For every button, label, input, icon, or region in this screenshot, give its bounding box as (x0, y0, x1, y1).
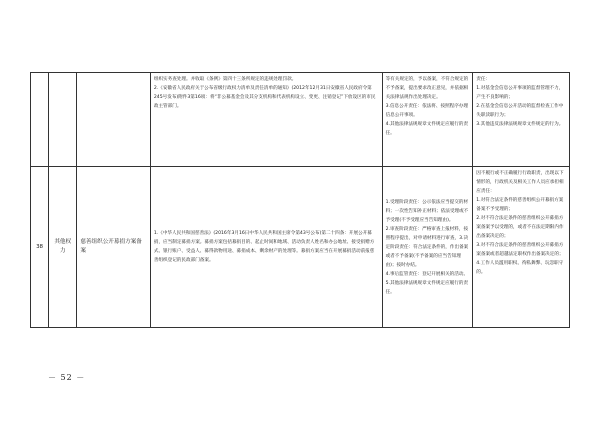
page-number: － 52 － (48, 373, 86, 382)
responsibility-table (30, 72, 570, 328)
accountability-paragraph: 1.对基金会信息公开事项的监督管理不力，产生不良影响的； (476, 86, 564, 100)
accountability-paragraph: 1.对符合法定条件的慈善组织公开募捐方案备案不予受理的； (476, 198, 564, 213)
legal-basis-paragraph: 2.《安徽省人民政府关于公布省级行政权力清单及责任清单的通知》(2012年12月31日安徽省人民政府令第245号发布)附件3第16项：将“非公募基金会及其分支机构和代表机构设立、变更、注销登记”下放设区的市民政主管部门。 (153, 86, 376, 109)
duty-items-cell: 1.受理阶段责任：公示依法应当提交的材料；一次性告知补正材料；依法受理或不予受理(不予受理应当告知理由)。 2.审查阶段责任：严格审查上报材料，按照程序提出，对申请材料进行审查，3.决定阶段责任：符合法定条件的，作出备案或者不予备案(不予备案的应当告知理由)；按时办结。 4.事后监管责任：登记开展相关的活动。 5.其他法律法规规章文件规定应履行的责任。 (382, 167, 473, 328)
item-name-cell (77, 73, 151, 167)
category-cell (49, 73, 77, 167)
row-index-cell (31, 73, 49, 167)
table-row (31, 167, 570, 328)
legal-basis-paragraph: 组织实务查处理。并收取《条例》第四十三条所规定的违规处理罚款。 (153, 77, 297, 82)
legal-basis-paragraph: 1.《中华人民共和国慈善法》(2016年3月16日中华人民共和国主席令第43号公布)第二十四条：开展公开募捐，应当制定募捐方案。募捐方案包括募捐目的、起止时间和地域、活动负责人姓名和办公地址、接受捐赠方式、银行账户、受益人、募得款物用途、募捐成本、剩余财产的处理等。募捐方案应当在开展募捐活动前报慈善组织登记的民政部门备案。 (153, 231, 375, 264)
accountability-cell (473, 167, 570, 328)
legal-basis-cell (150, 73, 382, 167)
accountability-paragraph: 责任： (476, 77, 491, 82)
accountability-cell (473, 73, 570, 167)
item-name-cell: 慈善组织公开募捐方案备案 (77, 167, 151, 328)
duty-items-cell: 等有关规定的，予以备案，不符合规定的不予备案，提出要求改正意见，并依据相关法律法规作出处理决定。 3.信息公开责任：依法将、按照程序办理信息公开事项。 4.其他法律法规规章文件规定应履行的责任。 (382, 73, 473, 167)
row-index-cell: 38 (31, 167, 49, 328)
accountability-paragraph: 2.对不符合法定条件的慈善组织公开募捐方案备案予以受理的，或者不在法定期限内作出备案决定的； (476, 216, 564, 240)
accountability-paragraph: 4.工作人员滥用职权、徇私舞弊、玩忽职守的。 (476, 261, 564, 276)
legal-basis-cell (150, 167, 382, 328)
accountability-paragraph: 2.在基金会信息公开活动的监督检查工作中失职渎职行为； (476, 104, 564, 118)
accountability-paragraph: 因不履行或不正确履行行政职责，出现以下情形的，行政机关及相关工作人员应承担相应责任： (476, 171, 564, 195)
accountability-paragraph: 3.其他违反法律法规规章文件规定的行为。 (476, 122, 564, 127)
category-cell: 其他权力 (49, 167, 77, 328)
table-row (31, 73, 570, 167)
accountability-paragraph: 3.对不符合法定条件的慈善组织公开募捐方案备案或者超越法定职权作出备案决定的； (476, 243, 564, 258)
